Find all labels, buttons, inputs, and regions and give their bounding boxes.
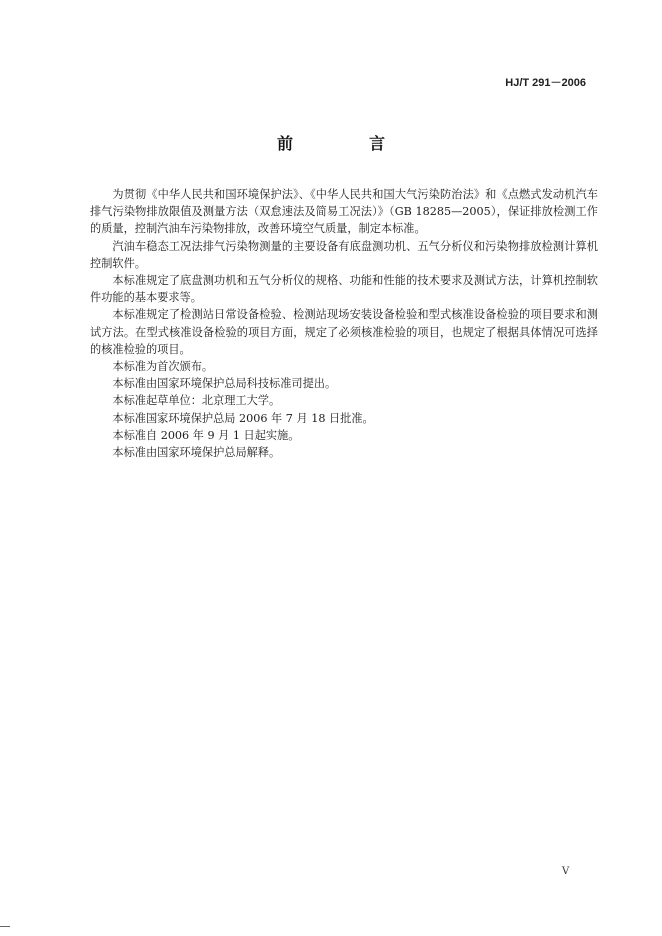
paragraph-effective: 本标准自 2006 年 9 月 1 日起实施。 (112, 428, 300, 442)
foreword-body (90, 186, 598, 461)
standard-code: HJ/T 291－2006 (505, 77, 586, 89)
page-number: V (562, 866, 570, 877)
paragraph-purpose: 为贯彻《中华人民共和国环境保护法》、《中华人民共和国大气污染防治法》和《点燃式发动机汽车排气污染物排放限值及测量方法（双怠速法及简易工况法）》（GB 18285—2005），保证排放检测工作的质量，控制汽油车污染物排放，改善环境空气质量，制定本标准。 (90, 188, 598, 236)
paragraph-requirements: 本标准规定了底盘测功机和五气分析仪的规格、功能和性能的技术要求及测试方法，计算机控制软件功能的基本要求等。 (90, 274, 598, 305)
paragraph-equipment: 汽油车稳态工况法排气污染物测量的主要设备有底盘测功机、五气分析仪和污染物排放检测计算机控制软件。 (90, 239, 598, 270)
paragraph-inspection: 本标准规定了检测站日常设备检验、检测站现场安装设备检验和型式核准设备检验的项目要求和测试方法。在型式核准设备检验的项目方面，规定了必须核准检验的项目，也规定了根据具体情况可选择的核准检验的项目。 (90, 308, 598, 356)
paragraph-drafter: 本标准起草单位：北京理工大学。 (112, 394, 281, 408)
page-title: 前 言 (276, 134, 415, 153)
paragraph-first-issue: 本标准为首次颁布。 (112, 360, 214, 374)
page-edge-mark (0, 926, 10, 927)
paragraph-proposer: 本标准由国家环境保护总局科技标准司提出。 (112, 377, 337, 391)
paragraph-approval: 本标准国家环境保护总局 2006 年 7 月 18 日批准。 (112, 411, 374, 425)
paragraph-interpretation: 本标准由国家环境保护总局解释。 (112, 446, 281, 460)
